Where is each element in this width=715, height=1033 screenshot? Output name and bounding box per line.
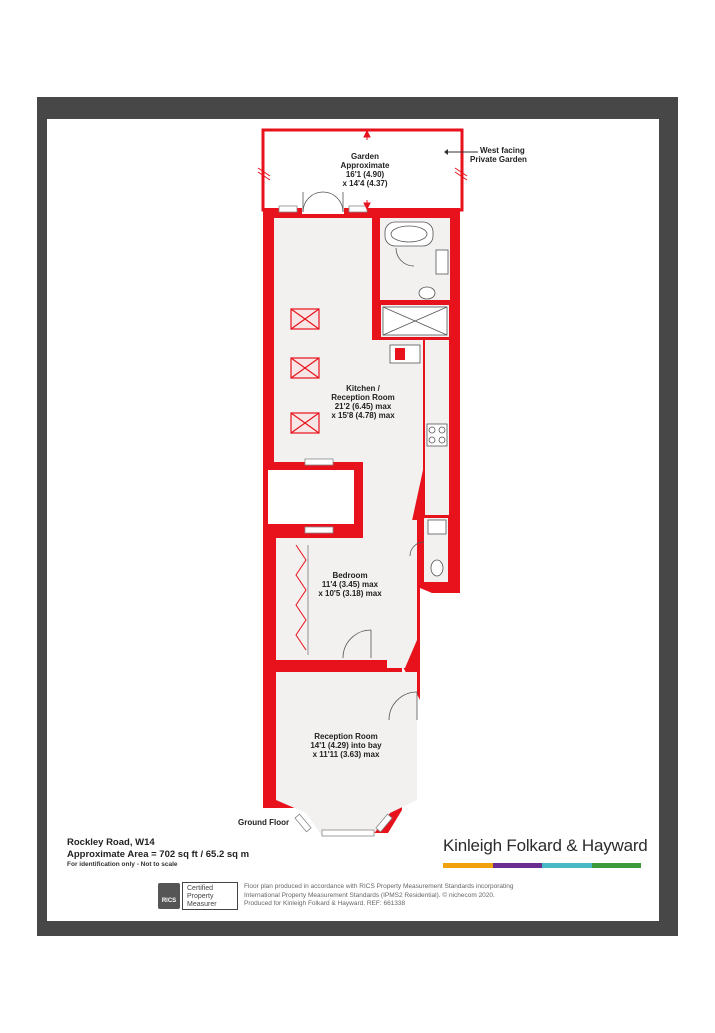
west-facing-note [470, 146, 530, 164]
rics-certification [182, 882, 238, 910]
reception-dim1: 14'1 (4.29) into bay [310, 741, 382, 750]
bedroom-label [305, 571, 395, 598]
skylights [291, 309, 319, 433]
kitchen-label [318, 384, 408, 420]
reception-label [296, 732, 396, 759]
reception-dim2: x 11'11 (3.63) max [312, 750, 380, 759]
rics-line2: Property [187, 893, 214, 900]
disclaimer-line1: Floor plan produced in accordance with RICS Property Measurement Standards incorporating [244, 883, 514, 890]
garden-dim2: x 14'4 (4.37) [342, 179, 388, 188]
west-facing-text: West facing [480, 146, 525, 155]
address: Rockley Road, W14 [67, 837, 155, 848]
garden-dim1: 16'1 (4.90) [345, 170, 385, 179]
brand-bar-teal [542, 863, 592, 868]
disclaimer [244, 883, 564, 909]
disclaimer-line3: Produced for Kinleigh Folkard & Hayward. REF: 661338 [244, 900, 406, 907]
rics-line3: Measurer [187, 901, 217, 908]
brand-bar-green [592, 863, 642, 868]
kitchen-name: Kitchen / [346, 384, 380, 393]
property-info [67, 837, 249, 861]
rics-logo: RICS [158, 883, 180, 909]
garden-name: Garden [350, 152, 379, 161]
kitchen-name-2: Reception Room [331, 393, 395, 402]
floor-label: Ground Floor [238, 818, 290, 827]
kitchen-dim2: x 15'8 (4.78) max [331, 411, 395, 420]
brand-bar-purple [493, 863, 543, 868]
garden-sub: Approximate [340, 161, 390, 170]
brand-color-bars [443, 863, 641, 868]
bedroom-dim2: x 10'5 (3.18) max [318, 589, 382, 598]
bedroom-name: Bedroom [332, 571, 368, 580]
brand-logo: Kinleigh Folkard & Hayward [443, 836, 648, 855]
rics-line1: Certified [187, 885, 214, 892]
brand-bar-orange [443, 863, 493, 868]
private-garden-text: Private Garden [470, 155, 527, 164]
identification-note: For identification only - Not to scale [67, 861, 178, 868]
kitchen-dim1: 21'2 (6.45) max [334, 402, 392, 411]
approximate-area: Approximate Area = 702 sq ft / 65.2 sq m [67, 849, 250, 860]
garden-label [330, 152, 400, 188]
reception-name: Reception Room [314, 732, 378, 741]
disclaimer-line2: International Property Measurement Standards (IPMS2 Residential). © nichecom 2020. [244, 891, 495, 899]
bedroom-dim1: 11'4 (3.45) max [321, 580, 379, 589]
